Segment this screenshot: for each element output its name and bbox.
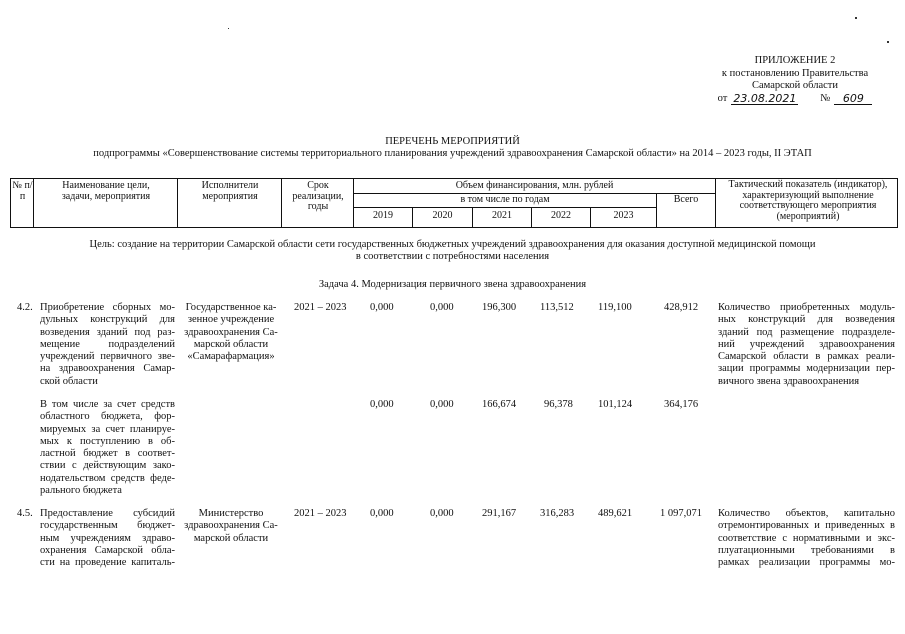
header-num: № п/п: [12, 180, 33, 202]
document-subtitle: подпрограммы «Совершенствование системы территориального планирования учреждений здравоохранения Самарской области» на 2014 – 2023 годы, II ЭТАП: [93, 148, 812, 159]
text-line: сти на проведение капиталь-: [40, 557, 175, 569]
text-line: зенное учреждение: [187, 314, 275, 326]
appendix-line3: Самарской области: [752, 80, 838, 91]
text-line: Приобретение сборных мо-: [40, 302, 175, 313]
goal-line1: Цель: создание на территории Самарской области сети государственных бюджетных учреждений здравоохранения для оказания доступной медицинской помощи: [89, 239, 816, 250]
text-line: мых к поступлению в об-: [40, 435, 175, 447]
value-2020: 0,000: [430, 302, 454, 313]
text-line: Министерство: [198, 508, 264, 519]
header-total: Всего: [673, 194, 699, 205]
text-line: марской области: [193, 338, 269, 350]
value-2019: 0,000: [370, 508, 394, 519]
scan-speck: [887, 41, 889, 43]
text-line: плуатационными требованиями в: [718, 544, 895, 556]
text-line: ластной бюджет в соответ-: [40, 448, 175, 460]
text-line: мещение подразделений: [40, 338, 175, 350]
row-term: 2021 – 2023: [294, 302, 347, 313]
value-2020: 0,000: [430, 399, 454, 410]
header-term: Срок реализации, годы: [292, 180, 344, 212]
text-line: дульных конструкций для: [40, 314, 175, 326]
text-line: на здравоохранения Самар-: [40, 363, 175, 375]
text-line: ской области: [40, 375, 98, 387]
header-year-2021: 2021: [492, 210, 512, 221]
text-line: государственным бюджет-: [40, 520, 175, 532]
row-number: 4.5.: [17, 508, 33, 519]
header-year-2023: 2023: [613, 210, 634, 221]
text-line: зации программы модернизации пер-: [718, 363, 895, 375]
text-line: учреждений первичного зве-: [40, 351, 175, 363]
text-line: марской области: [193, 532, 269, 544]
text-line: рального бюджета: [40, 485, 122, 497]
text-line: ний учреждений здравоохранения: [718, 338, 895, 350]
header-funding: Объем финансирования, млн. рублей: [455, 180, 614, 191]
text-line: Количество приобретенных модуль-: [718, 302, 895, 313]
header-year-2019: 2019: [373, 210, 393, 221]
text-line: мируемых за счет планируе-: [40, 423, 175, 435]
text-line: нодательством средств феде-: [40, 472, 175, 484]
row-executor: [180, 508, 282, 545]
handwritten-number: 609: [834, 93, 872, 106]
value-2023: 119,100: [598, 302, 632, 313]
value-2022: 113,512: [540, 302, 574, 313]
text-line: здравоохранения Са-: [184, 326, 278, 338]
row-indicator: [718, 302, 895, 388]
header-name: Наименование цели, задачи, мероприятия: [61, 180, 151, 202]
appendix-line2: к постановлению Правительства: [721, 67, 869, 79]
text-line: «Самарафармация»: [187, 351, 275, 363]
row-executor: [180, 302, 282, 363]
header-year-2022: 2022: [551, 210, 571, 221]
value-2023: 489,621: [598, 508, 633, 519]
appendix-line1: ПРИЛОЖЕНИЕ 2: [754, 55, 836, 66]
handwritten-date: 23.08.2021: [733, 91, 797, 105]
text-line: зданий под размещение подразделе-: [718, 326, 895, 338]
header-indicator: Тактический показатель (индикатор), характеризующий выполнение соответствующего мероприятия (мероприятий): [728, 179, 888, 222]
value-total: 364,176: [664, 399, 699, 410]
value-2021: 196,300: [482, 302, 517, 313]
scan-speck: [228, 28, 229, 29]
goal-text: [0, 239, 905, 263]
text-line: охранения Самарской обла-: [40, 544, 175, 556]
text-line: здравоохранения Са-: [184, 520, 278, 532]
row-indicator: [718, 508, 895, 569]
value-2022: 96,378: [544, 399, 573, 410]
goal-line2: в соответствии с потребностями населения: [355, 251, 550, 262]
text-line: областного бюджета, фор-: [40, 411, 175, 423]
text-line: ным учреждениям здраво-: [40, 532, 175, 544]
text-line: В том числе за счет средств: [40, 399, 175, 410]
appendix-signature-line: [700, 93, 890, 106]
header-executors: Исполнители мероприятия: [201, 180, 259, 202]
text-line: Предоставление субсидий: [40, 508, 175, 519]
value-2021: 291,167: [482, 508, 517, 519]
value-2023: 101,124: [598, 399, 633, 410]
text-line: Самарской области в рамках реали-: [718, 351, 895, 363]
appendix-block: [700, 55, 890, 105]
header-by-years: в том числе по годам: [460, 194, 550, 205]
value-2019: 0,000: [370, 399, 394, 410]
row-name: [40, 302, 175, 388]
text-line: вичного звена здравоохранения: [718, 375, 860, 387]
value-total: 1 097,071: [660, 508, 702, 519]
text-line: соответствие с нормативными и экс-: [718, 532, 895, 544]
text-line: возведения зданий под раз-: [40, 326, 175, 338]
row-name: [40, 399, 175, 497]
text-line: ствии с действующим зако-: [40, 460, 175, 472]
text-line: отремонтированных и приведенных в: [718, 520, 895, 532]
scan-speck: [855, 17, 857, 19]
value-2019: 0,000: [370, 302, 394, 313]
task-heading: Задача 4. Модернизация первичного звена здравоохранения: [318, 279, 587, 290]
value-2020: 0,000: [430, 508, 454, 519]
text-line: рамках реализации программы мо-: [718, 557, 895, 569]
from-label: от: [717, 92, 728, 104]
value-2022: 316,283: [540, 508, 575, 519]
text-line: ных конструкций для возведения: [718, 314, 895, 326]
text-line: Государственное ка-: [185, 302, 277, 313]
row-name: [40, 508, 175, 569]
row-number: 4.2.: [17, 302, 33, 313]
text-line: Количество объектов, капитально: [718, 508, 895, 519]
table-header: [10, 178, 898, 228]
number-label: №: [820, 92, 831, 104]
header-year-2020: 2020: [432, 210, 453, 221]
document-title: ПЕРЕЧЕНЬ МЕРОПРИЯТИЙ: [385, 136, 520, 147]
value-2021: 166,674: [482, 399, 517, 410]
value-total: 428,912: [664, 302, 699, 313]
row-term: 2021 – 2023: [294, 508, 347, 519]
